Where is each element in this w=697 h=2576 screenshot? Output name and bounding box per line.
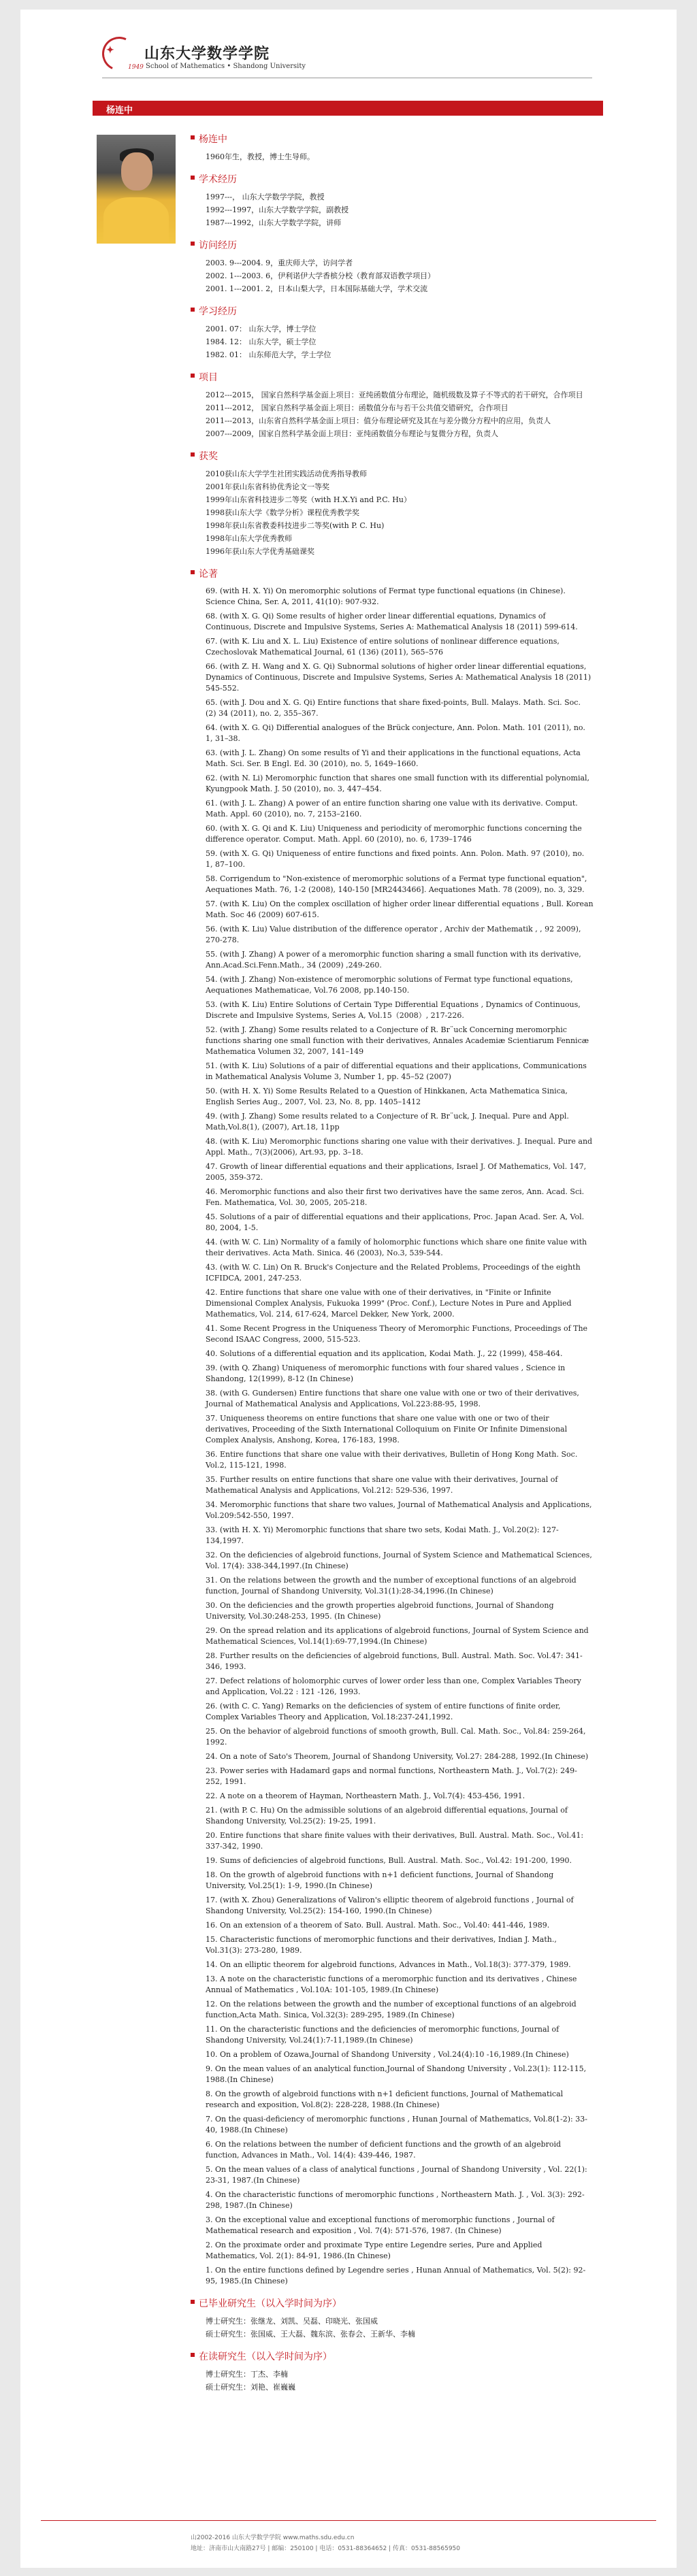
site-header [20,10,677,84]
paper-item: 13. A note on the characteristic functions of a meromorphic function and its derivatives , Chinese Annual of Mathematics , Vol.10A: 101-105, 1989.(In Chinese) [206,1975,577,1994]
paper-item: 27. Defect relations of holomorphic curves of lower order less than one, Complex Variables Theory and Application, Vol.22 : 121 -126, 1993. [206,1677,581,1696]
current-student-item: 硕士研究生：刘艳、崔巍巍 [206,2383,295,2392]
paper-item: 41. Some Recent Progress in the Uniqueness Theory of Meromorphic Functions, Proceedings of The Second ISAAC Congress, 2000, 515-523. [206,1324,588,1344]
visits-list [199,257,594,295]
paper-item: 7. On the quasi-deficiency of meromorphic functions , Hunan Journal of Mathematics, Vol.8(1-2): 33-40, 1988.(In Chinese) [206,2115,587,2134]
paper-item: 62. (with N. Li) Meromorphic function that shares one small function with its differential polynomial, Kyungpook Math. J. 50 (2010), no. 3, 447–454. [206,774,590,793]
project-item: 2011---2013，山东省自然科学基金面上项目：值分布理论研究及其在与差分微分方程中的应用，负责人 [206,416,551,425]
photo-body [103,197,169,244]
logo-year: 1949 [128,64,144,71]
experience-item: 1992---1997，山东大学数学学院，副教授 [206,205,349,214]
experience-list [199,191,594,229]
paper-item: 34. Meromorphic functions that share two values, Journal of Mathematical Analysis and Applications, Vol.209:542-550, 1997. [206,1500,592,1520]
paper-item: 67. (with K. Liu and X. L. Liu) Existence of entire solutions of nonlinear difference equations, Czechoslovak Mathematical Journal, 61 (136) (2011), 565–576 [206,637,560,657]
paper-item: 3. On the exceptional value and exceptional functions of meromorphic functions , Journal of Mathematical research and exposition , Vol. 7(4): 571-576, 1987. (In Chinese) [206,2215,555,2235]
award-item: 1999年山东省科技进步二等奖（with H.X.Yi and P.C. Hu） [206,495,411,504]
paper-item: 10. On a problem of Ozawa,Journal of Shandong University , Vol.24(4):10 -16,1989.(In Chinese) [206,2050,569,2059]
page-title-bar [93,101,603,116]
visit-item: 2002. 1---2003. 6，伊利诺伊大学香槟分校（教育部双语教学项目） [206,271,436,280]
paper-item: 29. On the spread relation and its applications of algebroid functions, Journal of System Science and Mathematical Sciences, Vol.14(1):69-77,1994.(In Chinese) [206,1626,589,1646]
award-item: 1996年获山东大学优秀基础课奖 [206,547,314,556]
paper-item: 15. Characteristic functions of meromorphic functions and their derivatives, Indian J. Math., Vol.31(3): 273-280, 1989. [206,1935,557,1955]
section-title-name: 杨连中 [191,132,594,146]
paper-item: 63. (with J. L. Zhang) On some results of Yi and their applications in the functional equations, Acta Math. Sci. Ser. B Engl. Ed. 30 (2010), no. 5, 1649–1660. [206,748,581,768]
profile-content [199,132,594,2394]
paper-item: 30. On the deficiencies and the growth properties algebroid functions, Journal of Shandong University, Vol.30:248-253, 1995. (In Chinese) [206,1601,554,1621]
paper-item: 58. Corrigendum to "Non-existence of meromorphic solutions of a Fermat type functional equation", Aequationes Math. 76, 1-2 (2008), 140-150 [MR2443466]. Aequationes Math. 78 (2009), no. 3, 329. [206,874,587,894]
experience-item: 1987---1992，山东大学数学学院，讲师 [206,218,342,227]
paper-item: 65. (with J. Dou and X. G. Qi) Entire functions that share fixed-points, Bull. Malays. Math. Sci. Soc. (2) 34 (2011), no. 2, 355–367. [206,698,581,718]
bio-line: 1960年生，教授，博士生导师。 [206,152,314,161]
paper-item: 46. Meromorphic functions and also their first two derivatives have the same zeros, Ann. Acad. Sci. Fen. Mathematica, Vol. 30, 2005, 205-218. [206,1187,585,1207]
current-students-list [199,2368,594,2393]
education-item: 1982. 01： 山东师范大学，学士学位 [206,350,331,359]
paper-item: 55. (with J. Zhang) A power of a meromorphic function sharing a small function with its derivative, Ann.Acad.Sci.Fenn.Math., 34 (2009) ,249-260. [206,950,581,970]
paper-item: 6. On the relations between the number of deficient functions and the growth of an algebroid function, Advances in Math., Vol. 14(4): 439-446, 1987. [206,2140,562,2160]
paper-item: 36. Entire functions that share one value with their derivatives, Bulletin of Hong Kong Math. Soc. Vol.2, 115-121, 1998. [206,1450,578,1470]
awards-list [199,468,594,557]
paper-item: 68. (with X. G. Qi) Some results of higher order linear differential equations, Dynamics of Continuous, Discrete and Impulsive Systems, Series A: Mathematical Analysis 18 (2011) 599-614. [206,612,578,631]
papers-list [199,586,594,2287]
award-item: 1998年获山东省教委科技进步二等奖(with P. C. Hu) [206,521,385,530]
section-title-experience: 学术经历 [191,172,594,186]
paper-item: 37. Uniqueness theorems on entire functions that share one value with one or two of their derivatives, Proceeding of the Sixth International Colloquium on Finite Or Infinite Dimensional Complex Analysis, Anshong, Korea, 176-183, 1998. [206,1414,568,1444]
footer-divider [41,2520,656,2521]
school-name-en: School of Mathematics • Shandong University [146,63,306,70]
paper-item: 21. (with P. C. Hu) On the admissible solutions of an algebroid differential equations, Journal of Shandong University, Vol.25(2): 19-25, 1991. [206,1806,568,1826]
paper-item: 18. On the growth of algebroid functions with n+1 deficient functions, Journal of Shandong University, Vol.25(1): 1-9, 1990.(In Chinese) [206,1870,554,1890]
section-title-education: 学习经历 [191,304,594,318]
paper-item: 66. (with Z. H. Wang and X. G. Qi) Subnormal solutions of higher order linear differential equations, Dynamics of Continuous, Discrete and Impulsive Systems, Series A: Mathematical Analysis 18 (2011) 545-552. [206,662,591,693]
paper-item: 57. (with K. Liu) On the complex oscillation of higher order linear differential equations , Bull. Korean Math. Soc 46 (2009) 607-615. [206,899,594,919]
section-title-current-students: 在读研究生（以入学时间为序） [191,2349,594,2363]
paper-item: 32. On the deficiencies of algebroid functions, Journal of System Science and Mathematical Sciences, Vol. 17(4): 338-344,1997.(In Chinese) [206,1551,592,1570]
paper-item: 22. A note on a theorem of Hayman, Northeastern Math. J., Vol.7(4): 453-456, 1991. [206,1791,525,1800]
paper-item: 19. Sums of deficiencies of algebroid functions, Bull. Austral. Math. Soc., Vol.42: 191-200, 1990. [206,1856,572,1865]
graduated-student-item: 博士研究生：张继龙、刘凯、吴磊、印晓光、张国威 [206,2317,378,2326]
paper-item: 4. On the characteristic functions of meromorphic functions , Northeastern Math. J. , Vol. 3(3): 292-298, 1987.(In Chinese) [206,2190,585,2210]
paper-item: 53. (with K. Liu) Entire Solutions of Certain Type Differential Equations , Dynamics of Continuous, Discrete and Impulsive Systems, Series A, Vol.15（2008）, 217-226. [206,1000,581,1020]
paper-item: 40. Solutions of a differential equation and its application, Kodai Math. J., 22 (1999), 458-464. [206,1349,563,1358]
section-title-projects: 项目 [191,370,594,384]
paper-item: 47. Growth of linear differential equations and their applications, Israel J. Of Mathematics, Vol. 147, 2005, 359-372. [206,1162,587,1182]
site-footer [20,2520,677,2568]
paper-item: 9. On the mean values of an analytical function,Journal of Shandong University , Vol.23(1): 112-115, 1988.(In Chinese) [206,2064,587,2084]
paper-item: 8. On the growth of algebroid functions with n+1 deficient functions, Journal of Mathematical research and exposition, Vol.8(2): 228-228, 1988.(In Chinese) [206,2090,564,2109]
paper-item: 45. Solutions of a pair of differential equations and their applications, Proc. Japan Acad. Ser. A, Vol. 80, 2004, 1-5. [206,1212,585,1232]
paper-item: 14. On an elliptic theorem for algebroid functions, Advances in Math., Vol.18(3): 377-379, 1989. [206,1960,571,1969]
graduated-student-item: 硕士研究生：张国威、王大磊、魏东滨、张春会、王新华、李楠 [206,2330,415,2339]
section-title-graduated-students: 已毕业研究生（以入学时间为序） [191,2296,594,2310]
school-name-cn[interactable]: 山东大学数学学院 [144,45,270,63]
paper-item: 33. (with H. X. Yi) Meromorphic functions that share two sets, Kodai Math. J., Vol.20(2): 127-134,1997. [206,1525,559,1545]
page-title: 杨连中 [106,105,133,116]
paper-item: 51. (with K. Liu) Solutions of a pair of differential equations and their applications, Communications in Mathematical Analysis Volume 3, Number 1, pp. 45–52 (2007) [206,1061,587,1081]
paper-item: 39. (with Q. Zhang) Uniqueness of meromorphic functions with four shared values , Science in Shandong, 12(1999), 8-12 (In Chinese) [206,1364,566,1383]
award-item: 2001年获山东省科协优秀论文一等奖 [206,482,329,491]
paper-item: 11. On the characteristic functions and the deficiencies of meromorphic functions, Journal of Shandong University, Vol.24(1):7-11,1989.(In Chinese) [206,2025,560,2045]
paper-item: 26. (with C. C. Yang) Remarks on the deficiencies of system of entire functions of finite order, Complex Variables Theory and Application, Vol.18:237-241,1992. [206,1702,561,1721]
award-item: 1998获山东大学《数学分析》课程优秀教学奖 [206,508,359,517]
paper-item: 1. On the entire functions defined by Legendre series , Hunan Annual of Mathematics, Vol. 5(2): 92-95, 1985.(In Chinese) [206,2266,586,2285]
paper-item: 12. On the relations between the growth and the number of exceptional functions of an algebroid function,Acta Math. Sinica, Vol.32(3): 289-295, 1989.(In Chinese) [206,2000,577,2019]
paper-item: 20. Entire functions that share finite values with their derivatives, Bull. Austral. Math. Soc., Vol.41: 337-342, 1990. [206,1831,584,1851]
paper-item: 16. On an extension of a theorem of Sato. Bull. Austral. Math. Soc., Vol.40: 441-446, 1989. [206,1921,550,1930]
paper-item: 52. (with J. Zhang) Some results related to a Conjecture of R. Br¨uck Concerning meromorphic functions sharing one small function with their derivatives, Annales Academiæ Scientiarum Fennicæ Mathematica Volumen 32, 2007, 141–149 [206,1025,589,1056]
current-student-item: 博士研究生：丁杰、李楠 [206,2370,288,2379]
paper-item: 49. (with J. Zhang) Some results related to a Conjecture of R. Br¨uck, J. Inequal. Pure and Appl. Math,Vol.8(1), (2007), Art.18, 11pp [206,1112,569,1132]
profile-photo [97,135,176,244]
section-title-visits: 访问经历 [191,238,594,252]
paper-item: 25. On the behavior of algebroid functions of smooth growth, Bull. Cal. Math. Soc., Vol.84: 259-264, 1992. [206,1727,586,1747]
section-title-papers: 论著 [191,567,594,580]
projects-list [199,389,594,440]
paper-item: 69. (with H. X. Yi) On meromorphic solutions of Fermat type functional equations (in Chinese). Science China, Ser. A, 2011, 41(10): 907-932. [206,587,566,606]
visit-item: 2003. 9---2004. 9，重庆师大学，访问学者 [206,259,353,267]
paper-item: 42. Entire functions that share one value with one of their derivatives, in "Finite or Infinite Dimensional Complex Analysis, Fukuoka 1999" (Proc. Conf.), Lecture Notes in Pure and Applied Mathematics, Vol. 214, 617-624, Marcel Dekker, New York, 2000. [206,1288,572,1319]
paper-item: 48. (with K. Liu) Meromorphic functions sharing one value with their derivatives. J. Inequal. Pure and Appl. Math., 7(3)(2006), Art.93, pp. 3–18. [206,1137,593,1157]
experience-item: 1997---， 山东大学数学学院，教授 [206,193,325,201]
paper-item: 28. Further results on the deficiencies of algebroid functions, Bull. Austral. Math. Soc. Vol.47: 341-346, 1993. [206,1651,583,1671]
paper-item: 35. Further results on entire functions that share one value with their derivatives, Journal of Mathematical Analysis and Applications, Vol.212: 529-536, 1997. [206,1475,558,1495]
project-item: 2007---2009，国家自然科学基金面上项目：亚纯函数值分布理论与复微分方程，负责人 [206,429,499,438]
graduated-students-list [199,2315,594,2340]
award-item: 1998年山东大学优秀教师 [206,534,292,543]
footer-copyright: 山2002-2016 山东大学数学学院 www.maths.sdu.edu.cn [191,2534,355,2541]
award-item: 2010获山东大学学生社团实践活动优秀指导教师 [206,469,367,478]
school-logo-mark: ✦ [106,45,114,56]
paper-item: 5. On the mean values of a class of analytical functions , Journal of Shandong University , Vol. 22(1): 23-31, 1987.(In Chinese) [206,2165,587,2185]
education-item: 1984. 12： 山东大学，硕士学位 [206,337,317,346]
paper-item: 60. (with X. G. Qi and K. Liu) Uniqueness and periodicity of meromorphic functions concerning the difference operator. Comput. Math. Appl. 60 (2010), no. 6, 1739–1746 [206,824,582,844]
paper-item: 54. (with J. Zhang) Non-existence of meromorphic solutions of Fermat type functional equations, Aequationes Mathematicae, Vol.76 2008, pp.140-150. [206,975,573,995]
paper-item: 2. On the proximate order and proximate Type entire Legendre series, Pure and Applied Mathematics, Vol. 2(1): 84-91, 1986.(In Chinese) [206,2241,542,2260]
paper-item: 31. On the relations between the growth and the number of exceptional functions of an algebroid function, Journal of Shandong University, Vol.31(1):28-34,1996.(In Chinese) [206,1576,577,1596]
photo-face [121,152,152,191]
paper-item: 23. Power series with Hadamard gaps and normal functions, Northeastern Math. J., Vol.7(2): 249-252, 1991. [206,1766,577,1786]
education-item: 2001. 07： 山东大学，博士学位 [206,325,317,333]
education-list [199,323,594,361]
project-item: 2012---2015， 国家自然科学基金面上项目：亚纯函数值分布理论，随机级数及算子不等式的若干研究，合作项目 [206,391,583,399]
paper-item: 59. (with X. G. Qi) Uniqueness of entire functions and fixed points. Ann. Polon. Math. 97 (2010), no. 1, 87–100. [206,849,585,869]
paper-item: 56. (with K. Liu) Value distribution of the difference operator , Archiv der Mathematik , , 92 2009), 270-278. [206,925,581,944]
project-item: 2011---2012， 国家自然科学基金面上项目：函数值分布与若干公共值交错研究，合作项目 [206,403,508,412]
paper-item: 61. (with J. L. Zhang) A power of an entire function sharing one value with its derivative. Comput. Math. Appl. 60 (2010), no. 7, 2153–2160. [206,799,578,819]
paper-item: 43. (with W. C. Lin) On R. Bruck's Conjecture and the Related Problems, Proceedings of the eighth ICFIDCA, 2001, 247-253. [206,1263,581,1283]
paper-item: 64. (with X. G. Qi) Differential analogues of the Brück conjecture, Ann. Polon. Math. 101 (2011), no. 1, 31–38. [206,723,585,743]
paper-item: 24. On a note of Sato's Theorem, Journal of Shandong University, Vol.27: 284-288, 1992.(In Chinese) [206,1752,589,1761]
paper-item: 38. (with G. Gundersen) Entire functions that share one value with one or two of their derivatives, Journal of Mathematical Analysis and Applications, Vol.223:88-95, 1998. [206,1389,579,1408]
paper-item: 50. (with H. X. Yi) Some Results Related to a Question of Hinkkanen, Acta Mathematica Sinica, English Series Aug., 2007, Vol. 23, No. 8, pp. 1405–1412 [206,1087,568,1106]
visit-item: 2001. 1---2001. 2，日本山梨大学，日本国际基础大学，学术交流 [206,284,428,293]
section-title-awards: 获奖 [191,449,594,463]
page [20,10,677,2568]
paper-item: 44. (with W. C. Lin) Normality of a family of holomorphic functions which share one finite value with their derivatives. Acta Math. Sinica. 46 (2003), No.3, 539-544. [206,1238,587,1257]
footer-address: 地址：济南市山大南路27号 | 邮编：250100 | 电话：0531-88364652 | 传真：0531-88565950 [191,2545,460,2552]
paper-item: 17. (with X. Zhou) Generalizations of Valiron's elliptic theorem of algebroid functions , Journal of Shandong University, Vol.25(2): 154-160, 1990.(In Chinese) [206,1896,574,1915]
